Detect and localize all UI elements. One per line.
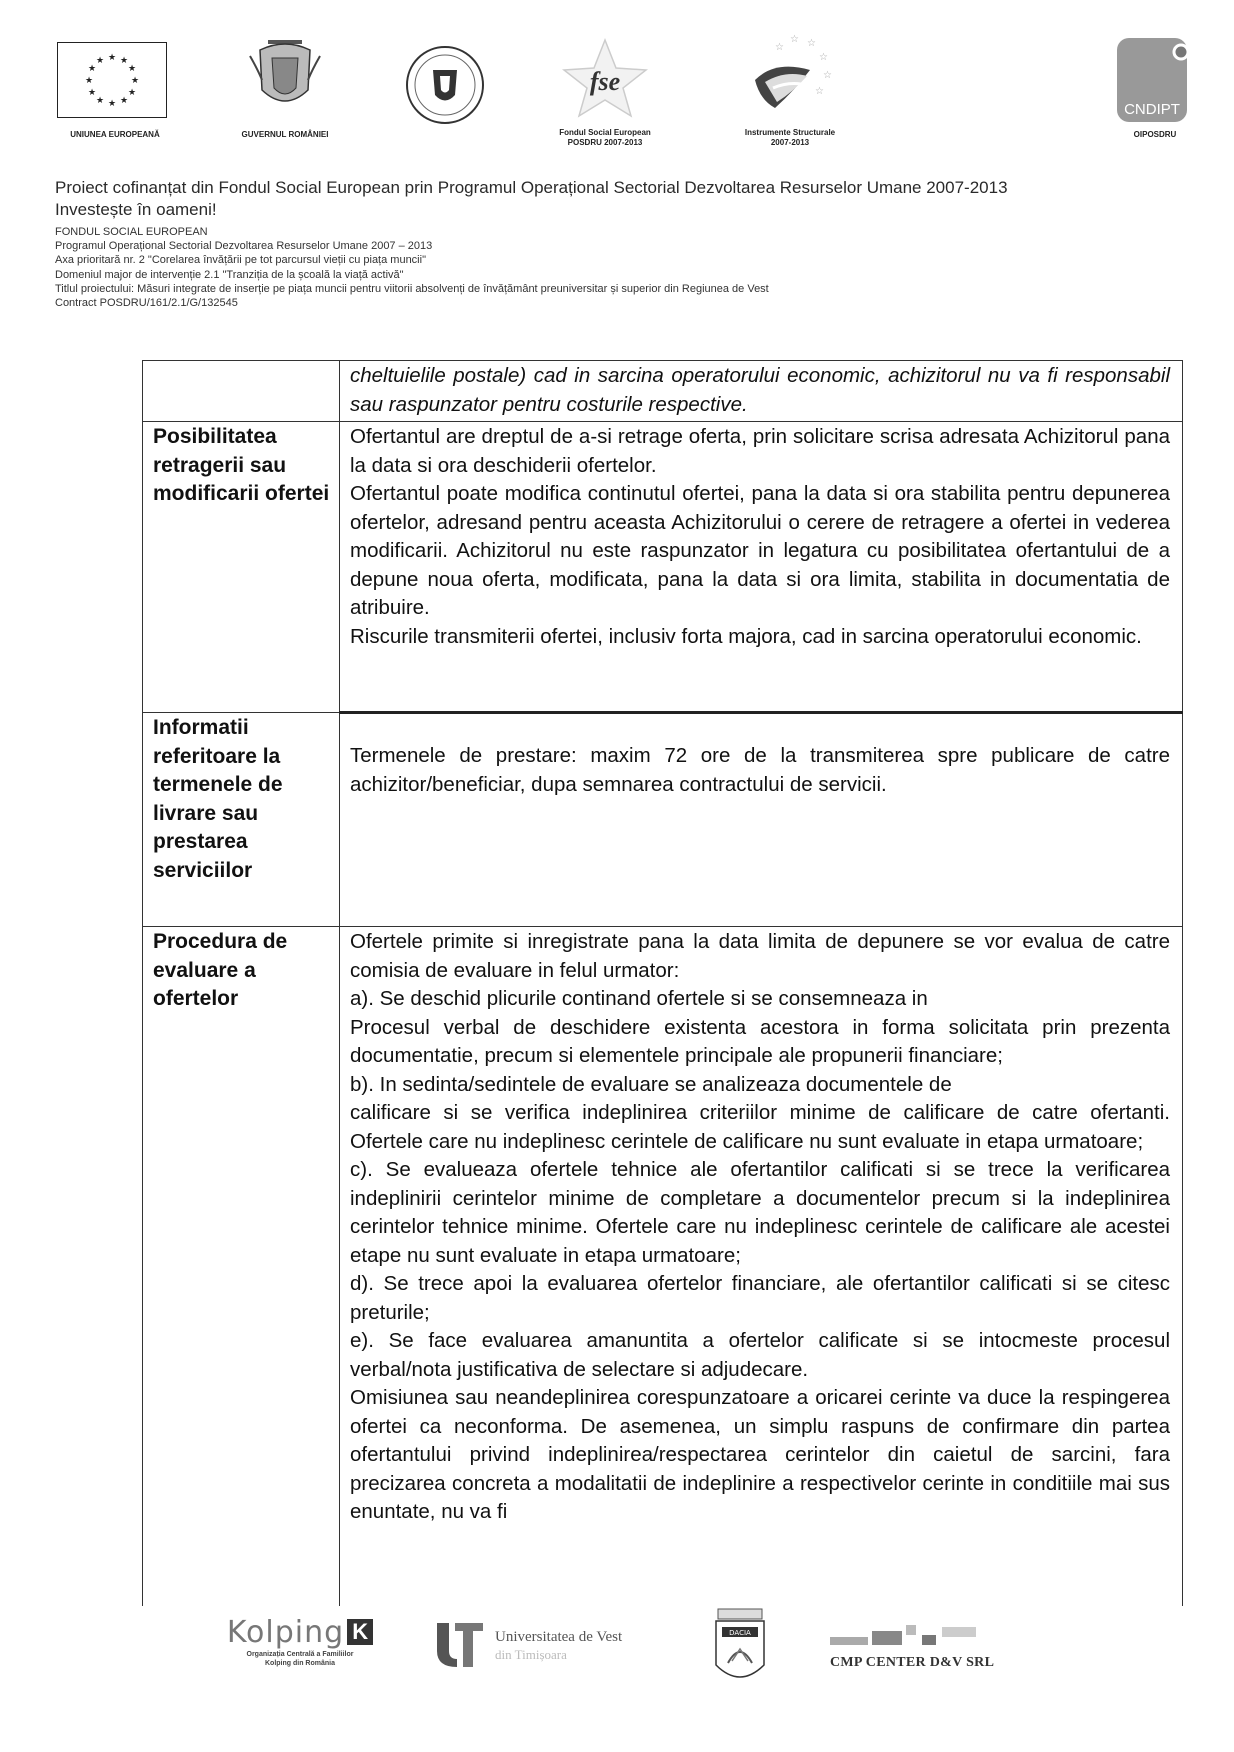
meta-line: Programul Operațional Sectorial Dezvoltarea Resurselor Umane 2007 – 2013 <box>55 240 433 253</box>
label-cell: Informatii referitoare la termenele de livrare sau prestarea serviciilor <box>143 713 340 927</box>
paragraph: Termenele de prestare: maxim 72 ore de la transmiterea spre publicare de catre achizitor/beneficiar, dupa semnarea contractului de servicii. <box>350 744 1170 796</box>
kolping-k-icon: K <box>347 1619 373 1645</box>
project-slogan: Investește în oameni! <box>55 200 217 219</box>
continued-text: cheltuielile postale) cad in sarcina operatorului economic, achizitorul nu va fi responsabil sau raspunzator pentru costurile respective. <box>350 364 1170 416</box>
paragraph: calificare si se verifica indeplinirea criteriilor minime de calificare de catre ofertanti. Ofertele care nu indeplinesc cerintele de calificare nu sunt evaluate in etapa urmatoare; <box>350 1101 1170 1153</box>
paragraph: a). Se deschid plicurile continand ofertele si se consemneaza in <box>350 987 928 1010</box>
svg-text:★: ★ <box>107 99 117 109</box>
svg-text:☆: ☆ <box>823 70 832 81</box>
cndipt-caption: OIPOSDRU <box>1133 130 1177 139</box>
svg-text:★: ★ <box>87 88 97 98</box>
government-caption: GUVERNUL ROMÂNIEI <box>241 130 329 139</box>
cndipt-logo <box>1115 34 1195 139</box>
fse-mark: fse <box>589 67 621 96</box>
meta-line: Titlul proiectului: Măsuri integrate de inserție pe piața muncii pentru viitorii absolvenți de învățământ preuniversitar și superior din Regiunea de Vest <box>55 282 769 295</box>
paragraph: Omisiunea sau neandeplinirea corespunzatoare a oricarei cerinte va duce la respingerea ofertei ca neconforma. De asemenea, un simplu raspuns de confirmare din partea ofertantului privind indeplinirea/respectarea cerintelor din caietul de sarcini, fara precizarea concreta a modalitatii de indeplinire a respectivelor cerinte in conditiile mai sus enuntate, nu va fi <box>350 1386 1170 1523</box>
cndipt-icon <box>1115 34 1195 124</box>
structural-instruments-logo <box>715 30 865 147</box>
eu-caption: UNIUNEA EUROPEANĂ <box>70 130 160 139</box>
eu-flag-icon <box>57 42 167 118</box>
structural-instruments-caption <box>715 128 865 148</box>
svg-text:★: ★ <box>130 76 140 86</box>
paragraph: Procesul verbal de deschidere existenta acestora in forma solicitata prin prezenta documentatie, precum si elementele principale ale propunerii financiare; <box>350 1015 1170 1067</box>
structural-instruments-caption-line1: Instrumente Structurale <box>744 128 836 137</box>
svg-text:☆: ☆ <box>815 86 824 97</box>
uvt-name: Universitatea de Vest <box>495 1629 623 1645</box>
paragraph: c). Se evalueaza ofertele tehnice ale ofertantilor calificati si se trece la verificarea indeplinirii cerintelor minime de completare a documentelor precum si la indeplinirea cerintelor tehnice minime. Ofertele care nu indeplinesc cerintele de calificare ale acestei etape nu sunt evaluate in etapa urmatoare; <box>350 1158 1170 1267</box>
meta-line: Contract POSDRU/161/2.1/G/132545 <box>55 297 238 310</box>
svg-text:☆: ☆ <box>775 42 784 53</box>
footer-logos <box>0 1605 1234 1715</box>
fse-caption-line2: POSDRU 2007-2013 <box>567 138 643 147</box>
project-meta <box>55 225 815 310</box>
svg-text:☆: ☆ <box>790 34 799 45</box>
structural-instruments-caption-line2: 2007-2013 <box>770 138 810 147</box>
svg-text:★: ★ <box>84 76 94 86</box>
kolping-wordmark: Kolping <box>226 1615 345 1650</box>
content-cell <box>340 422 1183 713</box>
label-cell: Procedura de evaluare a ofertelor <box>143 927 340 1607</box>
uvt-mark-icon <box>435 1619 485 1669</box>
kolping-subtitle-line2: Kolping din România <box>265 1660 335 1667</box>
uvt-city: din Timișoara <box>495 1647 567 1662</box>
paragraph: e). Se face evaluarea amanuntita a ofertelor calificate si se intocmeste procesul verbal/nota justificativa de selectare si adjudecare. <box>350 1329 1170 1381</box>
fse-caption-line1: Fondul Social European <box>559 128 651 137</box>
svg-text:★: ★ <box>119 96 129 106</box>
cmp-bars-icon <box>830 1625 1000 1647</box>
kolping-logo <box>220 1615 380 1668</box>
svg-text:★: ★ <box>95 96 105 106</box>
coat-of-arms-icon <box>220 30 350 120</box>
svg-text:★: ★ <box>127 64 137 74</box>
svg-text:★: ★ <box>127 88 137 98</box>
romania-seal-logo <box>400 40 490 135</box>
dacia-crest-icon <box>712 1605 768 1691</box>
paragraph: d). Se trece apoi la evaluarea ofertelor financiare, ale ofertantilor calificati si se citesc preturile; <box>350 1272 1170 1324</box>
svg-text:★: ★ <box>119 56 129 66</box>
government-logo <box>220 30 350 139</box>
content-cell <box>340 927 1183 1607</box>
meta-line: Axa prioritară nr. 2 "Corelarea învățării pe tot parcursul vieții cu piața muncii" <box>55 254 426 267</box>
svg-text:★: ★ <box>95 56 105 66</box>
specification-table <box>142 360 1183 1606</box>
continued-text-cell <box>340 361 1183 422</box>
table-row <box>143 713 1183 927</box>
fse-caption <box>530 128 680 148</box>
table-row <box>143 927 1183 1607</box>
seal-icon <box>400 40 490 130</box>
cndipt-mark: CNDIPT <box>1124 101 1180 118</box>
content-cell <box>340 713 1183 927</box>
structural-instruments-icon <box>715 30 865 120</box>
fse-star-icon <box>530 30 680 120</box>
fse-logo <box>530 30 680 147</box>
header-logos <box>55 30 1195 160</box>
project-title: Proiect cofinanțat din Fondul Social European prin Programul Operațional Sectorial Dezvoltarea Resurselor Umane 2007-2013 <box>55 178 1008 197</box>
paragraph: Ofertantul are dreptul de a-si retrage oferta, prin solicitare scrisa adresata Achizitorul pana la data si ora deschiderii ofertelor. <box>350 425 1170 477</box>
label-cell: Posibilitatea retragerii sau modificarii ofertei <box>143 422 340 713</box>
svg-text:☆: ☆ <box>819 52 828 63</box>
label-cell <box>143 361 340 422</box>
dacia-mark: DACIA <box>729 1629 751 1637</box>
cmp-name: CMP CENTER D&V SRL <box>830 1655 995 1670</box>
svg-text:★: ★ <box>107 53 117 63</box>
kolping-subtitle-line1: Organizația Centrală a Familiilor <box>246 1651 354 1658</box>
svg-text:☆: ☆ <box>807 38 816 49</box>
svg-text:★: ★ <box>87 64 97 74</box>
meta-line: Domeniul major de intervenție 2.1 "Tranziția de la școală la viață activă" <box>55 268 404 281</box>
meta-line: FONDUL SOCIAL EUROPEAN <box>55 226 208 238</box>
paragraph: b). In sedinta/sedintele de evaluare se analizeaza documentele de <box>350 1072 952 1096</box>
cmp-logo <box>830 1625 1000 1671</box>
table-row <box>143 361 1183 422</box>
paragraph: Ofertantul poate modifica continutul ofertei, pana la data si ora stabilita pentru depunerea ofertelor, adresand pentru aceasta Achizitorului o cerere de retragere a ofertei in vederea modificarii. Achizitorul nu este raspunzator in legatura cu posibilitatea ofertantului de a depune noua oferta, modificata, pana la data si ora limita, stabilita in documentatia de atribuire. <box>350 482 1170 619</box>
paragraph: Ofertele primite si inregistrate pana la data limita de depunere se vor evalua de catre comisia de evaluare in felul urmator: <box>350 930 1170 982</box>
table-row <box>143 422 1183 713</box>
paragraph: Riscurile transmiterii ofertei, inclusiv forta majora, cad in sarcina operatorului economic. <box>350 624 1142 648</box>
